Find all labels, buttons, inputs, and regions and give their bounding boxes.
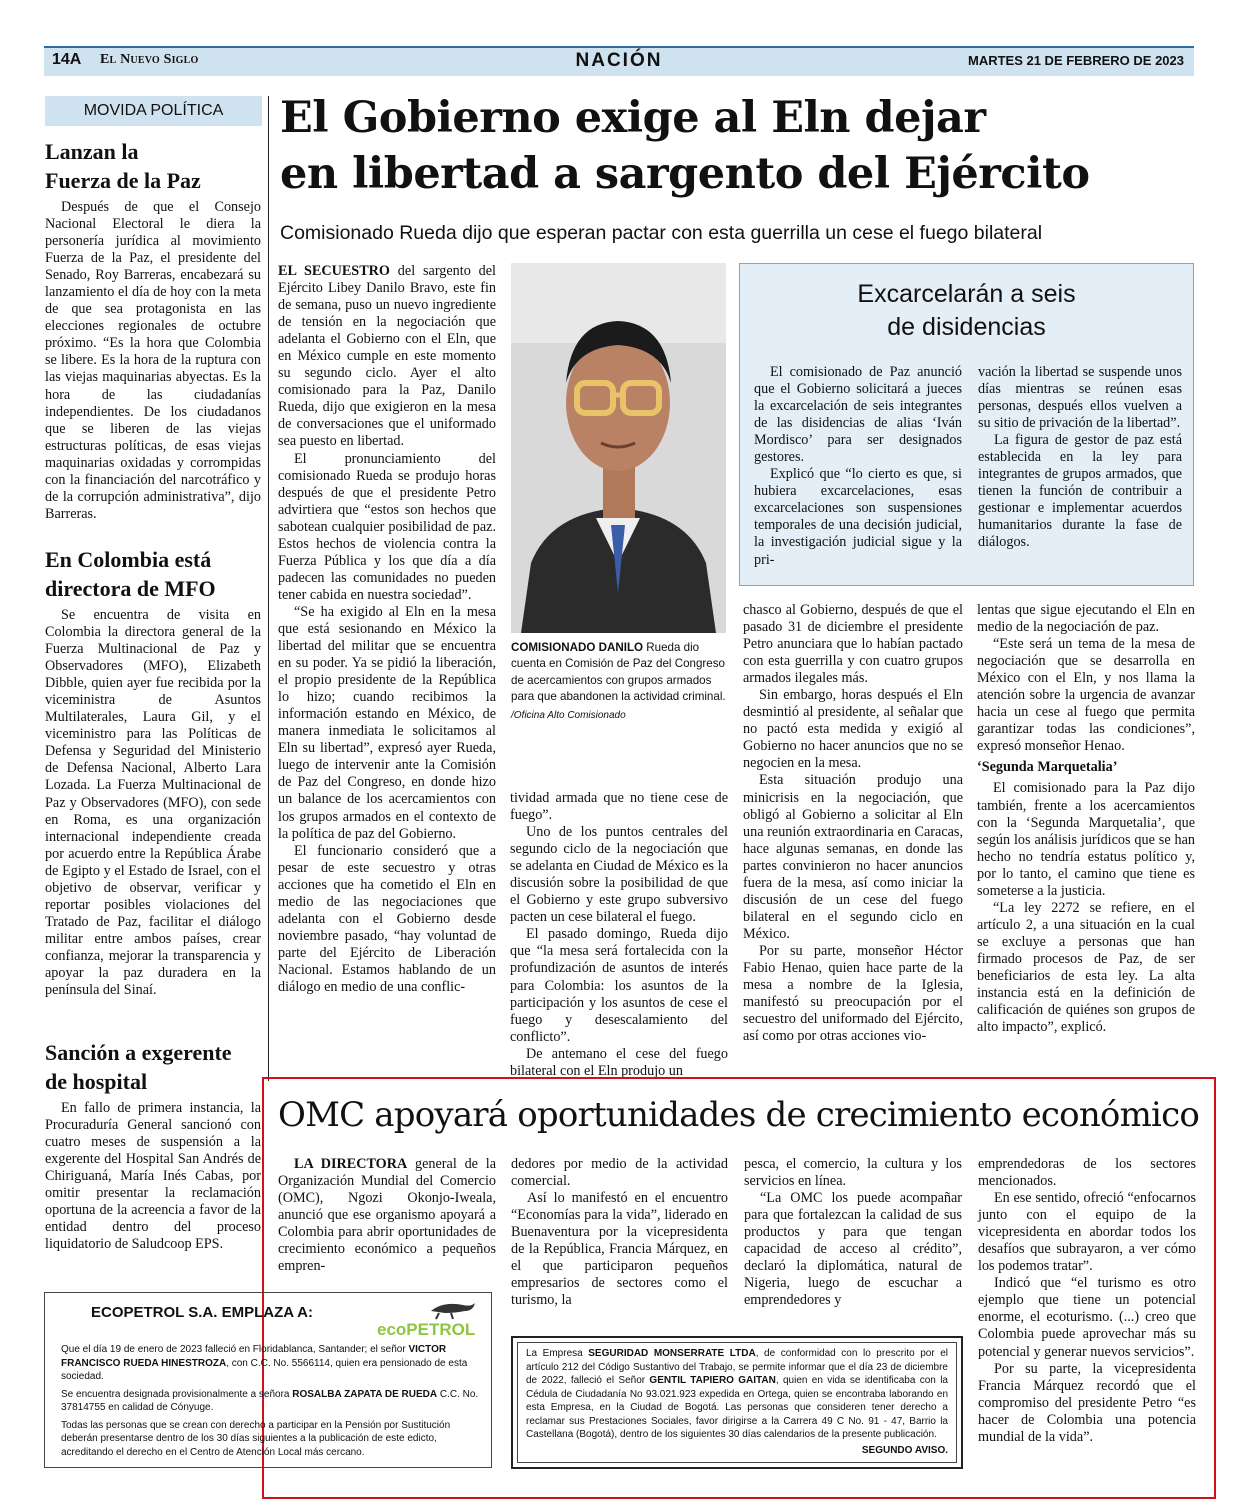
omc-col-4: emprendedoras de los sectores mencionados. En ese sentido, ofreció “enfocarnos junto con el equipo de la vicepresidenta en abordar todos los desafíos que subrayaron, a ver cómo los podemos tratar”. Indicó que “el turismo es otro ejemplo que tiene un potencial enorme, el ecoturismo. (...) creo que Colombia puede aprovechar más su potencial y generar nuevos servicios”. Por su parte, la vicepresidenta Francia Márquez recordó que el compromiso del presidente Petro “es hacer de Colombia una potencia mundial de la vida”.	[978, 1156, 1196, 1445]
brief-1-body: Después de que el Consejo Nacional Electoral le diera la personería jurídica al movimiento Fuerza de la Paz, el presidente del Senado, Roy Barreras, encabezará su lanzamiento el día de hoy con la meta de que sea protagonista en las elecciones regionales de octubre próximo. “Es la hora que Colombia se libere. Es la hora de la ruptura con las viejas maquinarias abyectas. Es la hora de las ciudadanías independientes. De los ciudadanos que se liberen de las viejas estructuras políticas, de esas viejas maquinarias oxidadas y corrompidas con la financiación del narcotráfico y de la corrupción administrativa”, dijo Barreras.	[45, 199, 261, 522]
omc-col-3: pesca, el comercio, la cultura y los servicios en línea. “La OMC los puede acompañar para que fortalezcan la calidad de sus productos y para que tengan capacidad de acceso al crédito”, declaró la diplomática, natural de Nigeria, luego de escuchar a emprendedores y	[744, 1156, 962, 1309]
ecopetrol-logo	[371, 1297, 491, 1339]
column-tag: MOVIDA POLÍTICA	[45, 96, 262, 126]
brief-2-title: En Colombia está directora de MFO	[45, 547, 216, 601]
main-col-1: EL SECUESTRO del sargento del Ejército Libey Danilo Bravo, este fin de semana, puso un nuevo ingrediente de tensión en la negociación que adelanta el Gobierno con el Eln, que en México cumple en este momento su segundo ciclo. Ayer el alto comisionado para la Paz, Danilo Rueda, dijo que exigieron en la mesa de conversaciones que el uniformado sea puesto en libertad. El pronunciamiento del comisionado Rueda se produjo horas después de que el presidente Petro advirtiera que “estos son hechos que sabotean cualquier posibilidad de paz. Estos hechos de violencia contra la Fuerza Pública y los que día a día padecen las comunidades no pueden tener cabida en nuestra sociedad”. “Se ha exigido al Eln en la mesa que está sesionando en México la libertad del militar que se encuentra en su poder. Ya se pidió la liberación, el propio presidente de la República lo hizo; cuando recibimos la información estando en México, de manera inmediata le solicitamos al Eln su libertad”, expresó ayer Rueda, luego de intervenir ante la Comisión de Paz del Congreso, en donde hizo un balance de los acercamientos con los grupos armados en el contexto de la política de paz del Gobierno. El funcionario consideró que a pesar de este secuestro y otras acciones que ha cometido el Eln en medio de las negociaciones que adelanta con el Gobierno desde noviembre pasado, “hay voluntad de parte del Ejército de Liberación Nacional. Estamos hablando de un diálogo en medio de una conflic-	[278, 263, 496, 995]
iguana-icon	[371, 1297, 491, 1339]
sidebar-title: Excarcelarán a seis de disidencias	[857, 280, 1076, 341]
seguridad-notice	[511, 1336, 963, 1469]
logo-text: ecoPETROL	[377, 1320, 476, 1339]
brief-2	[45, 545, 261, 999]
brief-3	[45, 1038, 261, 1253]
main-col-2: tividad armada que no tiene cese de fuego”. Uno de los puntos centrales del segundo ciclo de la negociación que se adelanta en Ciudad de México es la discusión sobre la posibilidad de que el Gobierno y este grupo subversivo pacten un cese bilateral el fuego. El pasado domingo, Rueda dijo que “la mesa será fortalecida con la profundización de asuntos de interés para Colombia: los asuntos de la participación y los asuntos de cese el fuego y desescalamiento del conflicto”. De antemano el cese del fuego bilateral con el Eln produjo un	[510, 790, 728, 1079]
seguridad-notice-label: SEGUNDO AVISO.	[861, 1444, 948, 1456]
main-col-4: lentas que sigue ejecutando el Eln en medio de la negociación de paz. “Este será un tema de la mesa de negociación que se desarrolla en México con el Eln, y nos llama la atención sobre la urgencia de avanzar hacia un cese al fuego que permita garantizar todas las condiciones”, expresó monseñor Henao. ‘Segunda Marquetalia’ El comisionado para la Paz dijo también, frente a los acercamientos con la ‘Segunda Marquetalia’, que según los análisis jurídicos que se han hecho no tendría estatus político y, por lo tanto, el camino que tiene es someterse a la justicia. “La ley 2272 se refiere, en el artículo 2, a una situación en la cual se excluye a personas que han firmado procesos de Paz, de ser beneficiarios de esta ley. La alta instancia está en la definición de calificación de quiénes son grupos de alto impacto”, explicó.	[977, 602, 1195, 1036]
lead-in: EL SECUESTRO	[278, 263, 390, 279]
ecopetrol-notice	[44, 1292, 492, 1468]
ecopetrol-notice-title: ECOPETROL S.A. EMPLAZA A:	[91, 1304, 313, 1321]
omc-col-1: LA DIRECTORA general de la Organización Mundial del Comercio (OMC), Ngozi Okonjo-Iweala, anunció que ese organismo apoyará a Colombia para abrir oportunidades de crecimiento económico a pequeños empren-	[278, 1156, 497, 1275]
photo-caption: COMISIONADO DANILO Rueda dio cuenta en Comisión de Paz del Congreso de acercamientos con grupos armados para que abandonen la actividad criminal. /Oficina Alto Comisionado	[511, 641, 726, 721]
ecopetrol-notice-body: Que el día 19 de enero de 2023 falleció en Floridablanca, Santander; el señor VICTOR FRANCISCO RUEDA HINESTROZA, con C.C. No. 5566114, quien era pensionado de esta sociedad. Se encuentra designada provisionalmente a señora ROSALBA ZAPATA DE RUEDA C.C. No. 37814755 en calidad de Cónyuge. Todas las personas que se crean con derecho a participar en la Pensión por Sustitución deberán presentarse dentro de los 30 días siguientes a la publicación de este edicto, acreditando el derecho en el Centro de Atención Local más cercano.	[61, 1344, 479, 1458]
sidebar-col-2: vación la libertad se suspende unos días mientras se reúnen esas personas, después ellos vuelven a su sitio de privación de la libertad”. La figura de gestor de paz está establecida en la ley para integrantes de grupos armados, que tienen la función de contribuir a gestionar e implementar acuerdos humanitarios durante la fase de diálogos.	[978, 364, 1182, 551]
omc-headline: OMC apoyará oportunidades de crecimiento económico	[278, 1095, 1200, 1135]
issue-date: MARTES 21 DE FEBRERO DE 2023	[967, 53, 1184, 68]
newspaper-name: El Nuevo Siglo	[100, 52, 199, 67]
main-headline: El Gobierno exige al Eln dejar en libertad a sargento del Ejército	[280, 93, 1090, 199]
column-rule	[268, 96, 269, 1081]
brief-3-title: Sanción a exgerente de hospital	[45, 1040, 232, 1094]
main-col-3: chasco al Gobierno, después de que el pasado 31 de diciembre el presidente Petro anunciara que lo habían pactado con esta guerrilla y con cuatro grupos armados ilegales más. Sin embargo, horas después el Eln desmintió al presidente, al señalar que no pactó esta medida y exigió al Gobierno no hacer anuncios que no se negocien en la mesa. Esta situación produjo una minicrisis en la negociación, que obligó al Gobierno a solicitar al Eln una reunión extraordinaria en Caracas, hace algunas semanas, en donde las partes convinieron no hacer anuncios fuera de la mesa, así como iniciar la discusión de un cese del fuego bilateral en el segundo ciclo en México. Por su parte, monseñor Héctor Fabio Henao, quien hace parte de la mesa a nombre de la Iglesia, manifestó su preocupación por el secuestro del uniformado del Ejército, así como por otras acciones vio-	[743, 602, 963, 1045]
brief-2-body: Se encuentra de visita en Colombia la directora general de la Fuerza Multinacional de Paz y Observadores (MFO), Elizabeth Dibble, quien ayer fue recibida por la viceministra de Asuntos Multilaterales, Laura Gil, y el viceministro para las Políticas de Defensa y Seguridad del Ministerio de Defensa Nacional, Alberto Lara Lozada. La Fuerza Multinacional de Paz y Observadores (MFO), con sede en Roma, es una organización internacional independiente creada por acuerdo entre la República Árabe de Egipto y el Estado de Israel, con el objetivo de observar, verificar y reportar posibles violaciones del Tratado de Paz, facilitar el diálogo militar entre ambos países, crear confianza, mejorar la transparencia y apoyar la paz duradera en la península del Sinaí.	[45, 607, 261, 999]
main-subheadline: Comisionado Rueda dijo que esperan pactar con esta guerrilla un cese el fuego bilateral	[280, 222, 1043, 244]
brief-3-body: En fallo de primera instancia, la Procuraduría General sancionó con cuatro meses de suspensión a la exgerente del Hospital San Andrés de Chiriguaná, María Inés Cabas, por omitir presentar la reclamación oportuna de la acreencia a favor de la entidad dentro del proceso liquidatorio de Saludcoop EPS.	[45, 1100, 261, 1253]
inline-subhead: ‘Segunda Marquetalia’	[977, 759, 1118, 776]
sidebar-col-1: El comisionado de Paz anunció que el Gobierno solicitará a jueces la excarcelación de seis integrantes de las disidencias de alias ‘Iván Mordisco’ para ser designados gestores. Explicó que “lo cierto es que, si hubiera excarcelaciones, esas excarcelaciones son suspensiones temporales de una decisión judicial, la investigación judicial sigue y la pri-	[754, 364, 962, 568]
brief-1	[45, 137, 261, 523]
photo-comisionado	[511, 263, 726, 633]
brief-1-title: Lanzan la Fuerza de la Paz	[45, 139, 201, 193]
section-title: NACIÓN	[575, 50, 663, 71]
omc-col-2: dedores por medio de la actividad comercial. Así lo manifestó en el encuentro “Economías para la vida”, liderado en Buenaventura por la vicepresidenta de la República, Francia Márquez, en el que participaron pequeños empresarios de sectores como el turismo, la	[511, 1156, 728, 1309]
omc-lead-in: LA DIRECTORA	[294, 1156, 408, 1172]
portrait-image	[511, 263, 726, 633]
page-number: 14A	[52, 51, 82, 68]
seguridad-notice-body: La Empresa SEGURIDAD MONSERRATE LTDA, de conformidad con lo prescrito por el artículo 212 del Código Sustantivo del Trabajo, se permite informar que el día 23 de diciembre de 2022, falleció el Señor GENTIL TAPIERO GAITAN, quien en vida se identificaba con la Cédula de Ciudadanía No 93.021.923 expedida en Ortega, quien se encontraba laborando en esta Empresa, en la Ciudad de Bogotá. Las personas que consideren tener derecho a reclamar sus Prestaciones Sociales, favor dirigirse a la Carrera 49 C No. 91 - 47, Barrio la Castellana (Bogotá), dentro de los siguientes 30 días calendarios de la presente publicación.	[526, 1348, 949, 1440]
